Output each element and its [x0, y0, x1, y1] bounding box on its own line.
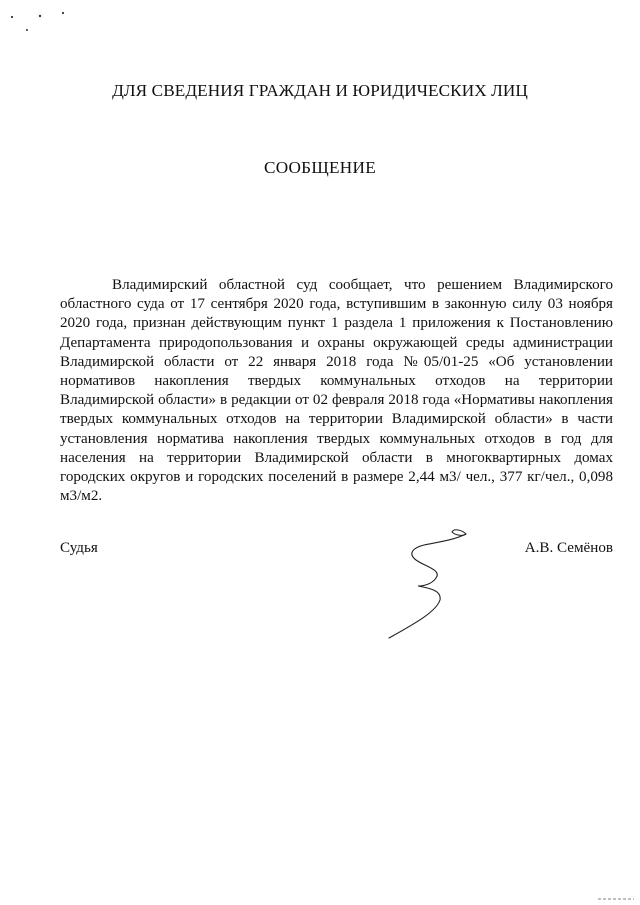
handwritten-signature	[384, 520, 484, 640]
document-header: ДЛЯ СВЕДЕНИЯ ГРАЖДАН И ЮРИДИЧЕСКИХ ЛИЦ	[112, 81, 528, 100]
scan-artifact-dots	[0, 0, 90, 40]
document-body: Владимирский областной суд сообщает, что решением Владимирского областного суда от 17 сентября 2020 года, вступившим в законную силу 03 ноября 2020 года, признан действующим пункт 1 раздела 1 приложения к Постановлению Департамента природопользования и охраны окружающей среды администрации Владимирской области от 22 января 2018 года №05/01-25 «Об установлении нормативов накопления твердых коммунальных отходов на территории Владимирской области» в редакции от 02 февраля 2018 года «Нормативы накопления твердых коммунальных отходов на территории Владимирской области» в части установления норматива накопления твердых коммунальных отходов в год для населения на территории Владимирской области в многоквартирных домах городских округов и городских поселений в размере 2,44 м3/ чел., 377 кг/чел., 0,098 м3/м2.	[60, 277, 613, 505]
signatory-name: А.В. Семёнов	[524, 540, 613, 556]
scan-artifact-mark	[596, 893, 636, 905]
document-title: СООБЩЕНИЕ	[263, 158, 377, 177]
signatory-role: Судья	[60, 540, 98, 556]
